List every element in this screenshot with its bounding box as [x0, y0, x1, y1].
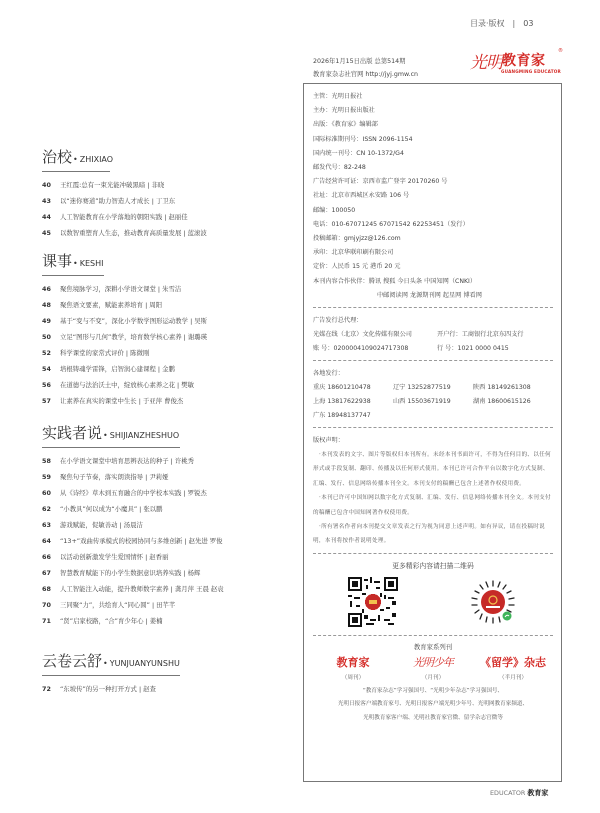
toc-text: “小教具”何以成为“小魔具” | 张以鹏: [60, 505, 163, 513]
phone: 电话：010-67071245 67071542 62253451（发行）: [313, 220, 469, 228]
toc-page: 63: [42, 521, 51, 529]
toc-text: 智慧教育赋能下的小学生数据意识培养实践 | 杨辉: [60, 569, 201, 577]
page-header: [470, 18, 533, 29]
toc-text: 三同聚“力”，共绘育人“同心圆” | 田芊芊: [60, 601, 176, 609]
logo-en: GUANGMING EDUCATOR: [501, 69, 561, 74]
toc-item[interactable]: [42, 549, 302, 565]
series-name: 《留学》杂志: [480, 655, 546, 669]
toc-page: 49: [42, 317, 51, 325]
channels-line: 光明教育家客户端、光明社教育家官微、留学杂志官微等: [363, 714, 503, 721]
distribution-label: 各地发行：: [313, 370, 344, 378]
issue-date: 2026年1月15日出版 总第514期: [313, 58, 406, 65]
section-title-en: ZHIXIAO: [79, 155, 114, 164]
toc-section-zhixiao: [42, 146, 302, 241]
toc-text: 在小学语文课堂中培育思辨表达的种子 | 许桃秀: [60, 457, 195, 465]
toc-item[interactable]: [42, 345, 302, 361]
toc-page: 52: [42, 349, 51, 357]
ad-license: 广告经营许可证：京西市监广登字 20170260 号: [313, 178, 448, 186]
toc-text: 培根铸魂学雷锋，启智润心建课程 | 金鹏: [60, 365, 175, 373]
series-item-study-abroad[interactable]: [473, 656, 553, 681]
toc-text: 让素养在真实的课堂中生长 | 于亚萍 曹俊杰: [60, 397, 184, 405]
footer-cn: 教育家: [527, 789, 549, 797]
toc-page: 72: [42, 685, 51, 693]
series-name: 教育家: [336, 655, 370, 669]
page-footer: [490, 788, 548, 798]
series-list: [313, 656, 553, 681]
toc-page: 71: [42, 617, 51, 625]
guangming-educator-logo: [470, 48, 565, 78]
toc-page: 70: [42, 601, 51, 609]
registered-mark-icon: ®: [558, 48, 563, 54]
ad-account: 账 号：0200004109024717308: [313, 345, 409, 353]
toc-text: 人工智能教育在小学落地的朝阳实践 | 赵丽佳: [60, 213, 188, 221]
distribution-entry: 湖南 18600615126: [473, 398, 531, 406]
toc-item[interactable]: [42, 485, 302, 501]
content-partners: 本刊内容合作伙伴：腾讯 搜狐 今日头条 中国知网（CNKI）: [313, 277, 477, 285]
series-name: 光明少年: [413, 655, 453, 669]
toc-item[interactable]: [42, 517, 302, 533]
content-partners-line2: 中邮阅读网 龙源期刊网 起星网 博看网: [377, 291, 482, 299]
section-rule: [42, 275, 104, 276]
toc-page: 67: [42, 569, 51, 577]
section-title-cn: 课事: [42, 252, 73, 270]
logo-script: 光明: [470, 53, 502, 73]
section-title-cn: 实践者说: [42, 424, 103, 442]
dashed-divider: [313, 427, 553, 428]
dashed-divider: [313, 635, 553, 636]
distribution-entry: 辽宁 13252877519: [393, 384, 451, 392]
section-title-cn: 云卷云舒: [42, 652, 103, 670]
advertising-agent: [313, 314, 553, 356]
series-frequency: （半月刊）: [499, 674, 527, 681]
mini-program-code-icon[interactable]: [468, 577, 518, 627]
toc-page: 45: [42, 229, 51, 237]
toc-text: 聚焦句子节奏，落实朗读指导 | 尹莉娅: [60, 473, 169, 481]
toc-page: 48: [42, 301, 51, 309]
distribution-entry: 广东 18948137747: [313, 412, 371, 420]
toc-item[interactable]: [42, 393, 302, 409]
copyright-paragraph: ·本刊发表的文字、图片等版权归本刊所有。未经本刊书面许可，不得为任何目的、以任何形式或手段复制、翻印、传播及以任何形式使用。本刊已许可合作平台以数字化方式复制、汇编、发行、信息网络传播本刊全文。本刊支付的稿酬已包含上述著作权使用费。: [313, 452, 551, 487]
ad-bank-code: 行 号：1021 0000 0415: [437, 345, 509, 353]
dashed-divider: [313, 307, 553, 308]
distribution: [313, 367, 553, 423]
qr-title: 更多精彩内容请扫描二维码: [392, 561, 474, 570]
section-title: 治校• ZHIXIAO: [42, 148, 114, 166]
toc-item[interactable]: [42, 581, 302, 597]
issn: 国际标准期刊号：ISSN 2096-1154: [313, 135, 413, 143]
section-title-en: SHIJIANZHESHUO: [109, 431, 180, 440]
toc-item[interactable]: [42, 565, 302, 581]
toc-item[interactable]: [42, 329, 302, 345]
toc-text: “东坡传”的另一种打开方式 | 赵查: [60, 685, 156, 693]
toc-item[interactable]: [42, 377, 302, 393]
channels-line: 光明日报客户端教育家号、光明日报客户端光明少年号、光明网教育家频道、: [337, 701, 529, 708]
toc-item[interactable]: [42, 681, 302, 697]
masthead-box: [303, 83, 562, 782]
official-website: 教育家杂志社官网 http://jyj.gmw.cn: [313, 71, 419, 78]
toc-text: 人工智能注入动能，提升教师数字素养 | 龚月萍 王晨 赵袁: [60, 585, 224, 593]
toc-page: 44: [42, 213, 51, 221]
toc-text: 基于“变与不变”，深化小学数学图形运动教学 | 吴斯: [60, 317, 208, 325]
toc-text: 聚焦境脉学习，深耕小学语文课堂 | 朱雪洁: [60, 285, 182, 293]
toc-text: 从《诗经》草木到五育融合的中学校本实践 | 罗锐杰: [60, 489, 207, 497]
section-title: 实践者说• SHIJIANZHESHUO: [42, 424, 180, 442]
header-divider: |: [512, 19, 516, 28]
section-title: 云卷云舒• YUNJUANYUNSHU: [42, 652, 180, 670]
masthead-fields: [313, 90, 553, 303]
toc-page: 60: [42, 489, 51, 497]
publisher: 出版：《教育家》编辑部: [313, 121, 378, 129]
toc-item[interactable]: [42, 313, 302, 329]
toc-text: 以数智重塑育人生态，推动教育高质量发展 | 蓝滚波: [60, 229, 207, 237]
toc-section-yunjuanyunshu: [42, 650, 302, 697]
section-title-en: YUNJUANYUNSHU: [109, 659, 180, 668]
ad-company: 光媒在线（北京）文化传媒有限公司: [313, 331, 412, 339]
toc-page: 58: [42, 457, 51, 465]
distribution-entry: 陕西 18149261308: [473, 384, 531, 392]
section-title-en: KESHI: [79, 259, 104, 268]
wechat-qr-code-icon[interactable]: [348, 577, 398, 627]
toc-item[interactable]: [42, 225, 302, 241]
toc-item[interactable]: [42, 193, 302, 209]
toc-text: 在道德与法治沃土中，绽放核心素养之花 | 樊敏: [60, 381, 195, 389]
copyright-paragraph: ·本刊已许可中国知网以数字化方式复制、汇编、发行、信息网络传播本刊全文。本刊支付的稿酬已包含中国知网著作权使用费。: [313, 495, 551, 516]
distribution-entry: 重庆 18601210478: [313, 384, 371, 392]
toc-text: “贤”启家校路，“合”育少年心 | 姜楠: [60, 617, 163, 625]
toc-item[interactable]: [42, 469, 302, 485]
toc-item[interactable]: [42, 177, 302, 193]
media-channels: [313, 685, 553, 726]
toc-page: 43: [42, 197, 51, 205]
toc-page: 56: [42, 381, 51, 389]
channels-line: “教育家杂志”学习强国号、“光明少年杂志”学习强国号、: [362, 687, 504, 694]
section-title: 课事• KESHI: [42, 252, 104, 270]
copyright-title: 版权声明：: [313, 437, 344, 445]
toc-item[interactable]: [42, 533, 302, 549]
ad-agent-label: 广告发行总代理：: [313, 317, 363, 325]
dashed-divider: [313, 360, 553, 361]
toc-text: 立足“图形与几何”教学，培育数学核心素养 | 谢璐瑛: [60, 333, 208, 341]
publication-info: [313, 55, 418, 81]
ad-bank: 开户行：工商银行北京东四支行: [437, 331, 524, 339]
sponsor: 主办：光明日报出版社: [313, 107, 375, 115]
toc-page: 46: [42, 285, 51, 293]
toc-page: 68: [42, 585, 51, 593]
qr-codes: [313, 577, 553, 629]
section-rule: [42, 675, 180, 676]
toc-item[interactable]: [42, 453, 302, 469]
toc-item[interactable]: [42, 297, 302, 313]
toc-item[interactable]: [42, 597, 302, 613]
toc-section-shijianzheshuo: [42, 422, 302, 629]
toc-page: 62: [42, 505, 51, 513]
cn-number: 国内统一刊号：CN 10-1372/G4: [313, 149, 404, 157]
price: 定价：人民币 15 元 港币 20 元: [313, 263, 401, 271]
toc-text: “13+”戏曲传承模式的校园协同与多维创新 | 赵先进 罗俊: [60, 537, 223, 545]
toc-item[interactable]: [42, 209, 302, 225]
series-title: 教育家系列刊: [413, 642, 453, 651]
toc-page: 54: [42, 365, 51, 373]
address: 社址：北京市西城区永安路 106 号: [313, 192, 410, 200]
submission-email[interactable]: 投稿邮箱：gmjyjzz@126.com: [313, 235, 401, 243]
postal-code-number: 邮发代号：82-248: [313, 164, 366, 172]
section-rule: [42, 171, 110, 172]
series-item-educator[interactable]: [313, 656, 393, 681]
toc-text: 以“迷你赛道”助力智造人才成长 | 丁卫东: [60, 197, 176, 205]
series-frequency: （月刊）: [421, 674, 445, 681]
printer: 承印：北京华联印刷有限公司: [313, 249, 394, 257]
section-title-cn: 治校: [42, 148, 73, 166]
toc-section-keshi: [42, 250, 302, 409]
toc-page: 40: [42, 181, 51, 189]
toc-page: 59: [42, 473, 51, 481]
dashed-divider: [313, 553, 553, 554]
toc-text: 游戏赋能，促敏善动 | 汤晨洁: [60, 521, 143, 529]
toc-text: 以活动创新激发学生爱国情怀 | 赵香丽: [60, 553, 169, 561]
copyright-notice: [313, 434, 553, 549]
toc-page: 57: [42, 397, 51, 405]
supervisor: 主管：光明日报社: [313, 93, 363, 100]
series-frequency: （周刊）: [341, 674, 365, 681]
toc-item[interactable]: [42, 613, 302, 629]
section-rule: [42, 447, 180, 448]
page-number: 03: [523, 19, 534, 28]
header-section: 目录·版权: [470, 19, 505, 28]
toc-text: 科学课堂的家常式评价 | 陈微刚: [60, 349, 150, 357]
copyright-paragraph: ·所有署名作者向本刊提交文章发表之行为视为同意上述声明。如有异议，请在投稿时说明，本刊将按作者说明处理。: [313, 524, 546, 545]
toc-text: 聚焦语文要素，赋能素养培育 | 周阳: [60, 301, 163, 309]
toc-item[interactable]: [42, 501, 302, 517]
toc-item[interactable]: [42, 281, 302, 297]
toc-item[interactable]: [42, 361, 302, 377]
toc-page: 64: [42, 537, 51, 545]
toc-page: 50: [42, 333, 51, 341]
toc-page: 66: [42, 553, 51, 561]
distribution-entry: 山西 15503671919: [393, 398, 451, 406]
zip-code: 邮编：100050: [313, 206, 356, 214]
series-item-guangming-youth[interactable]: [393, 656, 473, 681]
footer-en: EDUCATOR: [490, 789, 526, 797]
distribution-entry: 上海 13817622938: [313, 398, 371, 406]
logo-cn: 教育家: [502, 53, 546, 69]
toc-text: 王红霞:总有一束光能冲破黑暗 | 非晓: [60, 181, 165, 189]
